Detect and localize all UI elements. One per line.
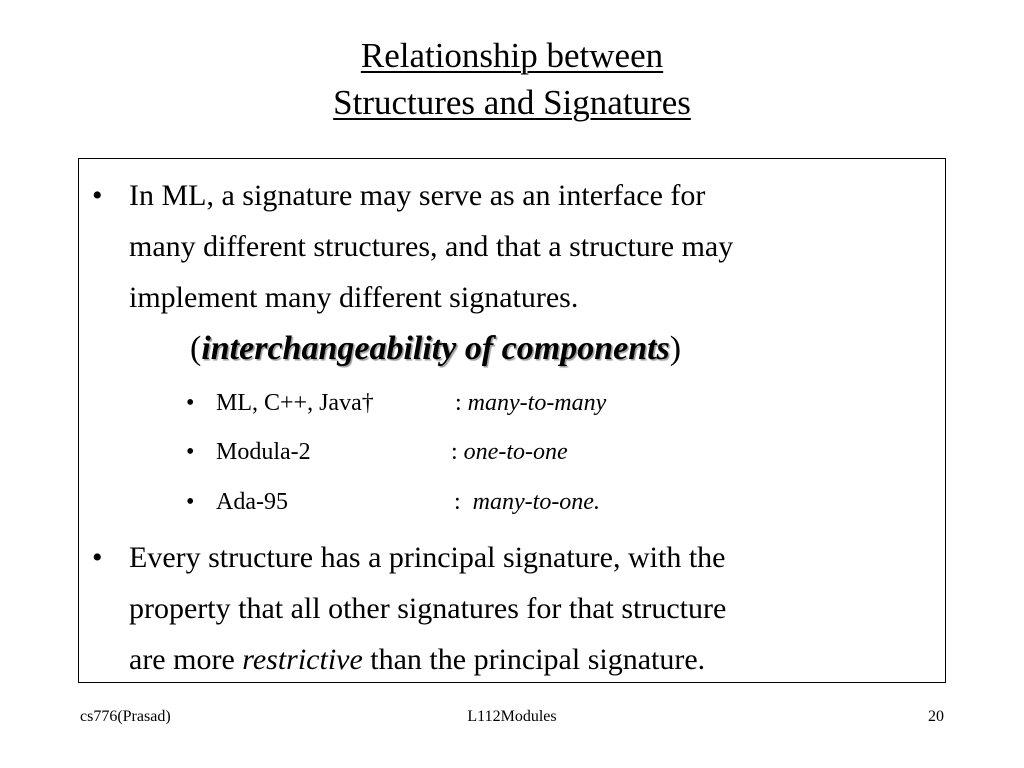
bullet1-line1: In ML, a signature may serve as an interface for bbox=[129, 179, 706, 212]
subitem-language: Modula-2 bbox=[216, 439, 311, 465]
bullet2-line2: property that all other signatures for that structure bbox=[129, 592, 727, 625]
sub-bullet-dot: • bbox=[186, 439, 195, 465]
subitem-separator: : bbox=[451, 439, 458, 465]
emph-close-paren: ) bbox=[669, 330, 682, 367]
bullet-dot: • bbox=[92, 179, 103, 212]
bullet2-line1: Every structure has a principal signature, with the bbox=[129, 541, 726, 574]
bullet1-line3: implement many different signatures. bbox=[129, 281, 579, 314]
subitem-relation: many-to-many bbox=[467, 390, 607, 416]
footer-course: cs776(Prasad) bbox=[80, 708, 171, 725]
subitem-language: Ada-95 bbox=[216, 489, 288, 515]
slide-title bbox=[0, 32, 1024, 126]
subitem-relation: one-to-one bbox=[463, 439, 568, 465]
bullet2-line3-pre: are more bbox=[129, 643, 235, 676]
slide-title-line2: Structures and Signatures bbox=[333, 83, 691, 122]
interchangeability-note bbox=[190, 326, 681, 372]
bullet1-line2: many different structures, and that a structure may bbox=[129, 230, 734, 263]
footer-page-number: 20 bbox=[928, 708, 944, 725]
slide-title-line1: Relationship between bbox=[360, 36, 664, 75]
subitem-separator: : bbox=[455, 390, 462, 416]
subitem-language: ML, C++, Java† bbox=[216, 390, 374, 416]
interchangeability-emphasis: interchangeability of components bbox=[201, 330, 670, 367]
footer-lecture: L112Modules bbox=[467, 708, 557, 725]
emph-open-paren: ( bbox=[190, 330, 202, 367]
restrictive-emphasis: restrictive bbox=[242, 643, 363, 676]
sub-bullet-dot: • bbox=[186, 390, 195, 416]
bullet2-line3-post: than the principal signature. bbox=[370, 643, 706, 676]
sub-bullet-dot: • bbox=[186, 489, 195, 515]
subitem-separator: : bbox=[454, 489, 461, 515]
bullet-dot: • bbox=[92, 541, 103, 574]
subitem-relation: many-to-one. bbox=[472, 489, 600, 515]
